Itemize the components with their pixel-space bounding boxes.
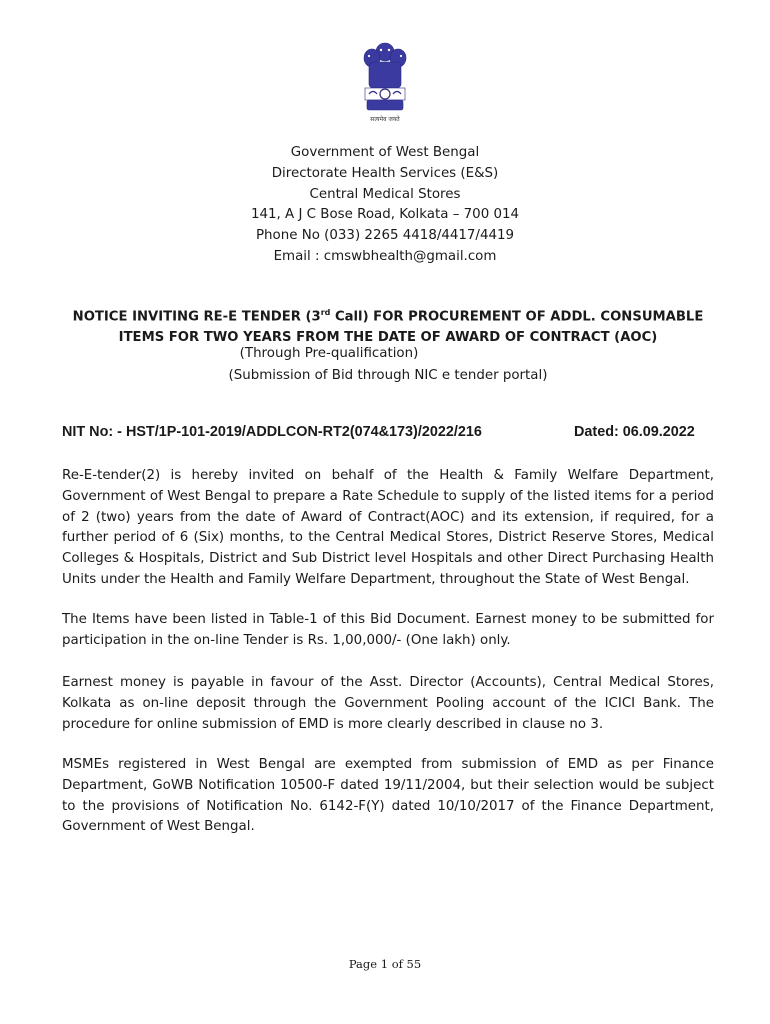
address-line: Phone No (033) 2265 4418/4417/4419: [255, 228, 515, 244]
emblem-caption: सत्यमेव जयते: [370, 116, 400, 123]
nit-date: Dated: 06.09.2022: [574, 424, 695, 440]
body-paragraph: Re-E-tender(2) is hereby invited on behalf of the Health & Family Welfare Department, Government of West Bengal to prepare a Rate Schedule to supply of the listed items for a period of 2 (two) years from the date of Award of Contract(AOC) and its extension, if required, for a further period of 6 (Six) months, to the Central Medical Stores, District Reserve Stores, Medical Colleges & Hospitals, District and Sub District level Hospitals and other Direct Purchasing Health Units under the Health and Family Welfare Department, throughout the State of West Bengal.: [62, 468, 714, 587]
address-line: 141, A J C Bose Road, Kolkata – 700 014: [250, 207, 520, 223]
address-line: Government of West Bengal: [290, 145, 480, 160]
address-line: Directorate Health Services (E&S): [271, 165, 499, 181]
body-paragraph: The Items have been listed in Table-1 of this Bid Document. Earnest money to be submitted for participation in the on-line Tender is Rs. 1,00,000/- (One lakh) only.: [62, 612, 714, 648]
address-line: Email : cmswbhealth@gmail.com: [273, 248, 497, 264]
office-address: [0, 143, 770, 268]
notice-subtitle: (Through Pre-qualification): [239, 346, 419, 361]
page-number: Page 1 of 55: [348, 957, 422, 971]
notice-title: NOTICE INVITING RE-E TENDER (3rd Call) FOR PROCUREMENT OF ADDL. CONSUMABLE ITEMS FOR TWO YEARS FROM THE DATE OF AWARD OF CONTRACT (AOC): [72, 308, 704, 345]
nit-number: NIT No: - HST/1P-101-2019/ADDLCON-RT2(074&173)/2022/216: [62, 424, 482, 440]
notice-subtitle: (Submission of Bid through NIC e tender portal): [228, 368, 548, 383]
address-line: Central Medical Stores: [309, 186, 461, 202]
body-paragraph: Earnest money is payable in favour of the Asst. Director (Accounts), Central Medical Stores, Kolkata as on-line deposit through the Government Pooling account of the ICICI Bank. The procedure for online submission of EMD is more clearly described in clause no 3.: [62, 675, 714, 732]
body-paragraph: MSMEs registered in West Bengal are exempted from submission of EMD as per Finance Department, GoWB Notification 10500-F dated 19/11/2004, but their selection would be subject to the provisions of Notification No. 6142-F(Y) dated 10/10/2017 of the Finance Department, Government of West Bengal.: [62, 757, 714, 835]
